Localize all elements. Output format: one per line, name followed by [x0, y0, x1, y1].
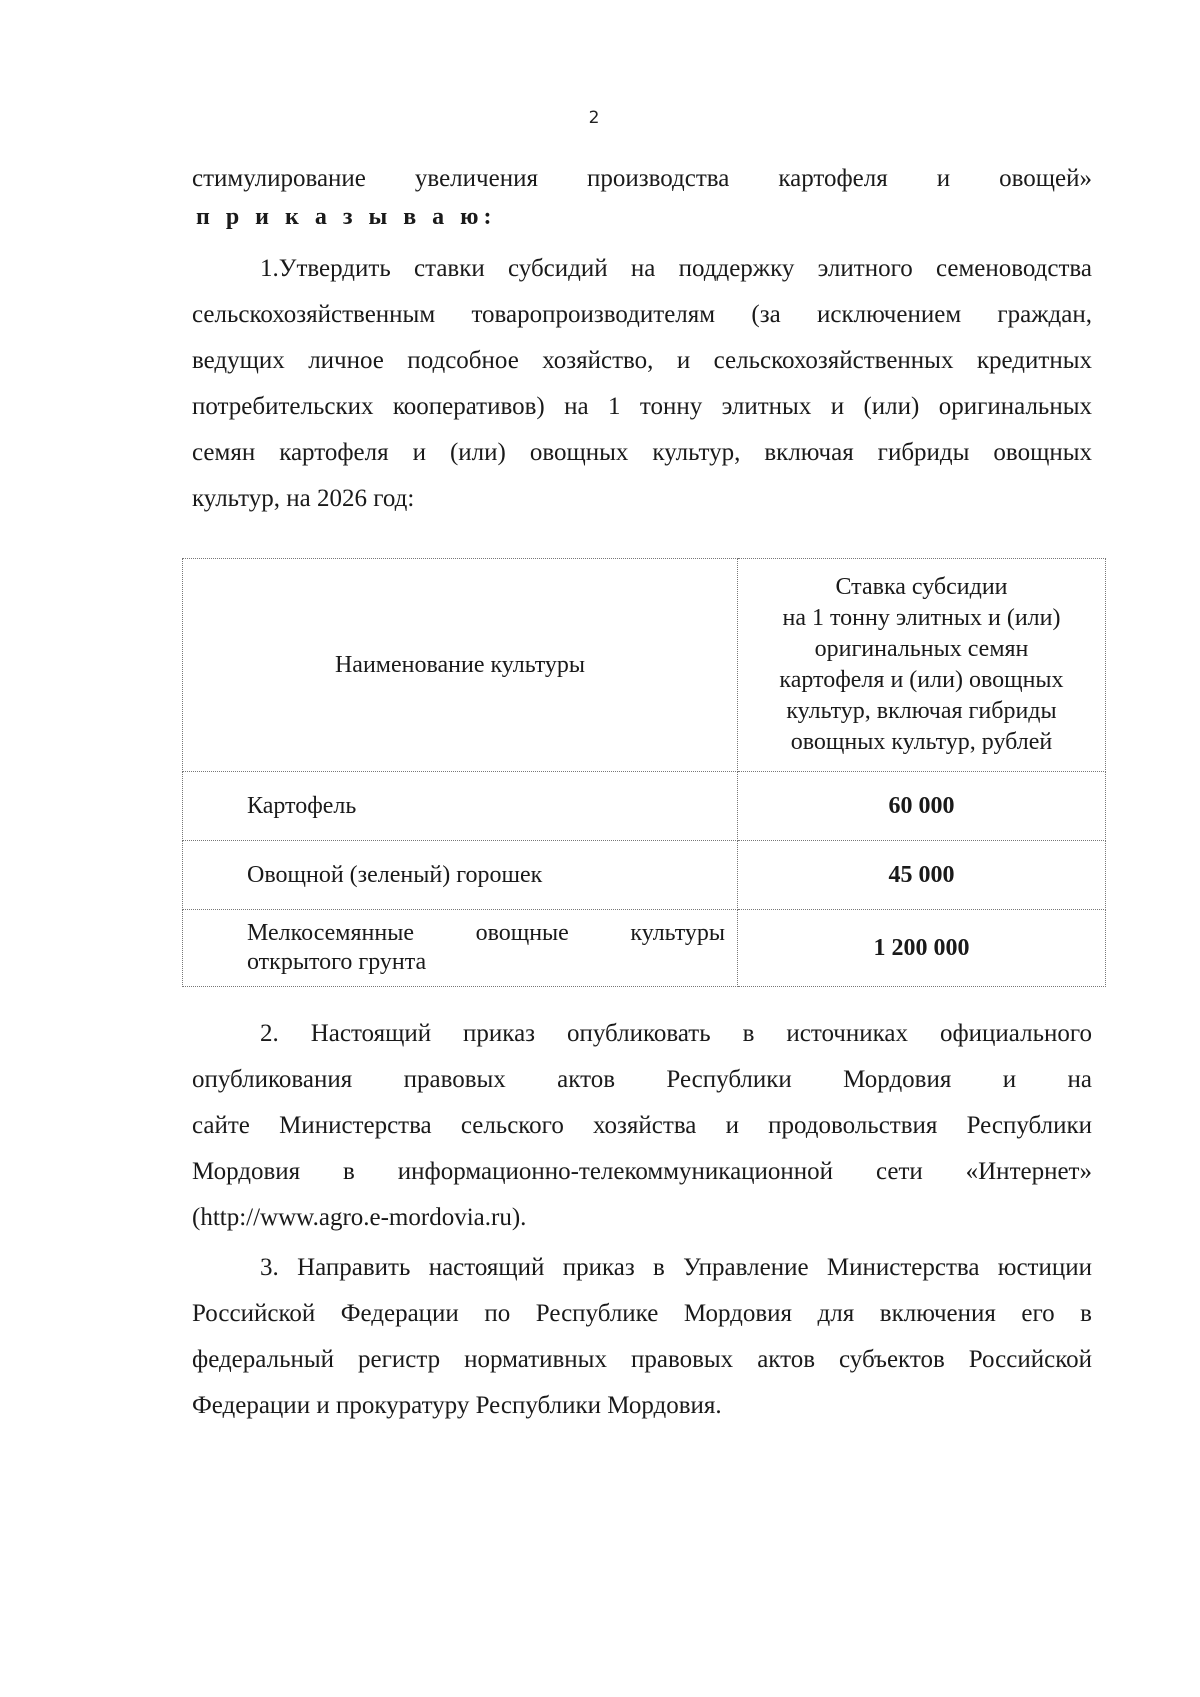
intro-line	[192, 156, 1092, 202]
item-1-line: семян картофеля и (или) овощных культур, включая гибриды овощных	[192, 439, 1092, 466]
table-row	[183, 910, 1106, 987]
header-rate-line: Ставка субсидии	[835, 574, 1008, 600]
item-1-line: культур, на 2026 год:	[192, 485, 415, 512]
subsidy-rates-table	[182, 558, 1106, 987]
item-2-paragraph	[192, 1011, 1092, 1241]
item-1-line: потребительских кооперативов) на 1 тонну элитных и (или) оригинальных	[192, 393, 1092, 420]
header-crop-name: Наименование культуры	[183, 559, 738, 772]
crop-name-line: открытого грунта	[247, 949, 427, 975]
item-2-line: (http://www.agro.e-mordovia.ru).	[192, 1204, 527, 1231]
item-1-line: 1.Утвердить ставки субсидий на поддержку элитного семеноводства	[260, 255, 1092, 282]
table-row	[183, 772, 1106, 841]
header-rate-line: оригинальных семян	[814, 636, 1029, 662]
item-3-line: Федерации и прокуратуру Республики Мордовия.	[192, 1392, 722, 1419]
item-2-line: 2. Настоящий приказ опубликовать в источниках официального	[260, 1020, 1092, 1047]
crop-name: Овощной (зеленый) горошек	[183, 841, 738, 910]
subsidy-rate: 45 000	[738, 841, 1106, 910]
subsidy-rate: 1 200 000	[738, 910, 1106, 987]
table-row	[183, 841, 1106, 910]
order-word: п р и к а з ы в а ю:	[196, 204, 497, 230]
header-rate-line: овощных культур, рублей	[790, 729, 1053, 755]
item-2-line: опубликования правовых актов Республики Мордовия и на	[192, 1066, 1092, 1093]
crop-name	[183, 910, 738, 987]
header-rate-line: культур, включая гибриды	[786, 698, 1057, 724]
item-2-line: Мордовия в информационно-телекоммуникационной сети «Интернет»	[192, 1158, 1092, 1185]
table-header-row	[183, 559, 1106, 772]
crop-name-line: Мелкосемянные овощные культуры	[247, 920, 725, 946]
item-1-line: ведущих личное подсобное хозяйство, и сельскохозяйственных кредитных	[192, 347, 1092, 374]
intro-text: стимулирование увеличения производства картофеля и овощей»	[192, 165, 1092, 192]
header-rate-line: на 1 тонну элитных и (или)	[782, 605, 1061, 631]
header-rate-line: картофеля и (или) овощных	[779, 667, 1064, 693]
item-1-line: сельскохозяйственным товаропроизводителям (за исключением граждан,	[192, 301, 1092, 328]
item-3-paragraph	[192, 1245, 1092, 1429]
page-number: 2	[588, 108, 600, 128]
item-2-line: сайте Министерства сельского хозяйства и продовольствия Республики	[192, 1112, 1092, 1139]
item-3-line: 3. Направить настоящий приказ в Управление Министерства юстиции	[260, 1254, 1092, 1281]
header-subsidy-rate	[738, 559, 1106, 772]
subsidy-rate: 60 000	[738, 772, 1106, 841]
crop-name: Картофель	[183, 772, 738, 841]
item-3-line: федеральный регистр нормативных правовых актов субъектов Российской	[192, 1346, 1092, 1373]
item-1-paragraph	[192, 246, 1092, 522]
item-3-line: Российской Федерации по Республике Мордовия для включения его в	[192, 1300, 1092, 1327]
